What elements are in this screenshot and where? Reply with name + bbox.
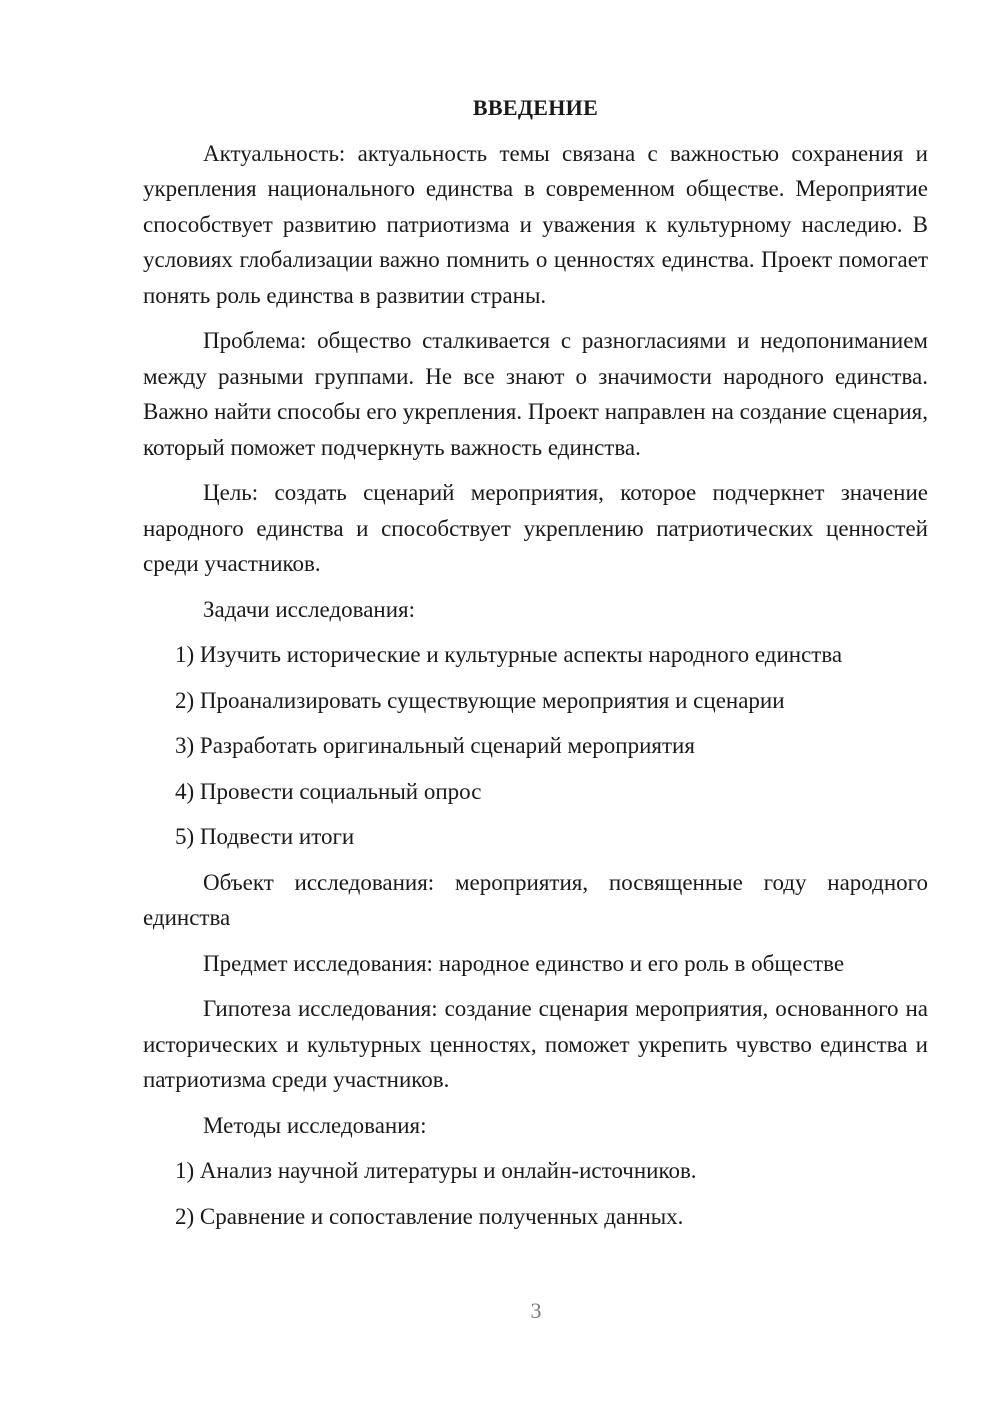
tasks-list-item: 4) Провести социальный опрос <box>175 778 482 804</box>
tasks-list-item: 2) Проанализировать существующие мероприятия и сценарии <box>175 687 785 713</box>
goal-paragraph: Цель: создать сценарий мероприятия, которое подчеркнет значение народного единства и способствует укреплению патриотических ценностей среди участников. <box>143 480 928 576</box>
hypothesis-paragraph: Гипотеза исследования: создание сценария мероприятия, основанного на исторических и культурных ценностях, поможет укрепить чувство единства и патриотизма среди участников. <box>143 996 928 1092</box>
problem-paragraph: Проблема: общество сталкивается с разногласиями и недопониманием между разными группами. Не все знают о значимости народного единства. Важно найти способы его укрепления. Проект направлен на создание сценария, который поможет подчеркнуть важность единства. <box>143 328 928 460</box>
tasks-list <box>143 637 928 855</box>
tasks-list-item: 5) Подвести итоги <box>175 824 355 849</box>
document-body <box>143 90 928 1244</box>
tasks-heading: Задачи исследования: <box>203 596 416 622</box>
page-number: 3 <box>530 1298 542 1323</box>
tasks-list-item: 3) Разработать оригинальный сценарий мероприятия <box>175 733 695 758</box>
methods-heading: Методы исследования: <box>203 1112 427 1138</box>
subject-paragraph: Предмет исследования: народное единство и его роль в обществе <box>203 950 845 976</box>
object-paragraph: Объект исследования: мероприятия, посвященные году народного единства <box>143 869 928 930</box>
section-title: ВВЕДЕНИЕ <box>472 95 599 120</box>
methods-list-item: 2) Сравнение и сопоставление полученных данных. <box>175 1203 684 1229</box>
tasks-list-item: 1) Изучить исторические и культурные аспекты народного единства <box>175 642 843 667</box>
relevance-paragraph: Актуальность: актуальность темы связана с важностью сохранения и укрепления национального единства в современном обществе. Мероприятие способствует развитию патриотизма и уважения к культурному наследию. В условиях глобализации важно помнить о ценностях единства. Проект помогает понять роль единства в развитии страны. <box>143 140 928 308</box>
methods-list <box>143 1153 928 1234</box>
methods-list-item: 1) Анализ научной литературы и онлайн-источников. <box>175 1158 697 1183</box>
